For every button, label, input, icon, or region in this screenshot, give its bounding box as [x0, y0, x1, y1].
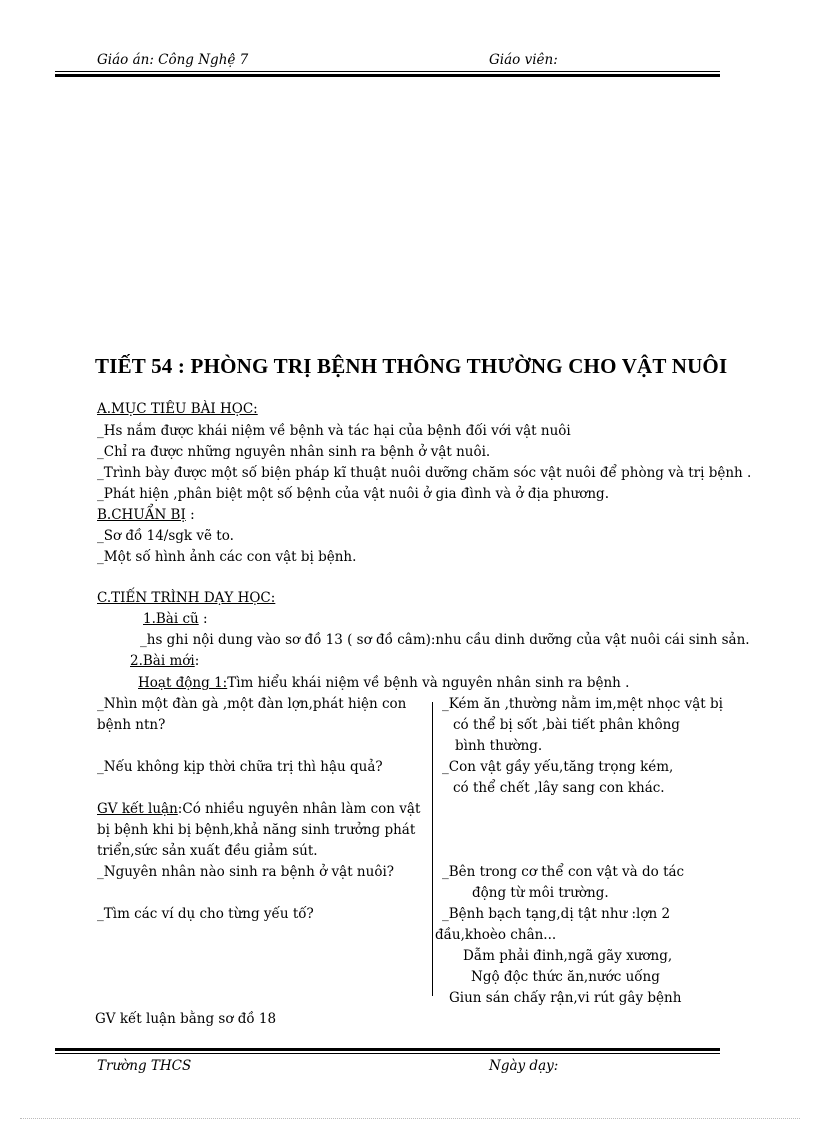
student-answer-cont: Dẫm phải đinh,ngã gãy xương,: [463, 948, 673, 964]
header-teacher: Giáo viên:: [489, 52, 558, 68]
objective-item: _Hs nắm được khái niệm về bệnh và tác hại của bệnh đối với vật nuôi: [97, 423, 571, 439]
section-a-heading: A.MỤC TIÊU BÀI HỌC:: [97, 401, 258, 417]
student-answer: _Bệnh bạch tạng,dị tật như :lợn 2: [442, 906, 671, 922]
footer-rule-thick: [55, 1048, 720, 1051]
header-rule-thick: [55, 74, 720, 77]
new-lesson-heading: [130, 653, 199, 669]
gv-conclusion-text: Có nhiều nguyên nhân làm con vật: [182, 801, 421, 817]
student-answer-cont: bình thường.: [455, 738, 543, 754]
gv-conclusion-line: [97, 801, 420, 817]
teacher-question: _Nguyên nhân nào sinh ra bệnh ở vật nuôi?: [97, 864, 394, 880]
student-answer: _Kém ăn ,thường nằm im,mệt nhọc vật bị: [442, 696, 723, 712]
student-answer-cont: Giun sán chấy rận,vi rút gây bệnh: [449, 990, 682, 1006]
footer-rule-thin: [55, 1053, 720, 1054]
new-lesson-suffix: :: [194, 653, 200, 669]
page-bottom-dotted-line: [20, 1118, 800, 1119]
teacher-question: _Nhìn một đàn gà ,một đàn lợn,phát hiện con: [97, 696, 407, 712]
activity-text: Tìm hiểu khái niệm về bệnh và nguyên nhân sinh ra bệnh .: [227, 675, 630, 691]
section-c-heading: C.TIẾN TRÌNH DẠY HỌC:: [97, 590, 276, 606]
page-footer: [97, 1058, 717, 1074]
student-answer: _Con vật gầy yếu,tăng trọng kém,: [442, 759, 674, 775]
old-lesson-label: 1.Bài cũ: [143, 611, 199, 627]
teacher-question: _Tìm các ví dụ cho từng yếu tố?: [97, 906, 314, 922]
new-lesson-label: 2.Bài mới: [130, 653, 195, 669]
prep-item: _Một số hình ảnh các con vật bị bệnh.: [97, 549, 357, 565]
section-b-suffix: :: [185, 507, 195, 523]
header-rule-thin: [55, 71, 720, 72]
objective-item: _Trình bày được một số biện pháp kĩ thuật nuôi dưỡng chăm sóc vật nuôi để phòng và trị bệnh .: [97, 465, 752, 481]
objective-item: _Phát hiện ,phân biệt một số bệnh của vật nuôi ở gia đình và ở địa phương.: [97, 486, 609, 502]
gv-colon: :: [177, 801, 183, 817]
page-header: [97, 52, 717, 68]
gv-conclusion-label: GV kết luận: [97, 801, 178, 817]
student-answer-cont: Ngộ độc thức ăn,nước uống: [471, 969, 660, 985]
student-answer-cont: có thể bị sốt ,bài tiết phân không: [453, 717, 680, 733]
student-answer-cont: có thể chết ,lây sang con khác.: [453, 780, 665, 796]
section-b-heading: B.CHUẨN BỊ: [97, 507, 186, 523]
header-subject: Giáo án: Công Nghệ 7: [97, 52, 249, 68]
activity-label: Hoạt động 1:: [138, 675, 228, 691]
old-lesson-text: _hs ghi nội dung vào sơ đồ 13 ( sơ đồ câm):nhu cầu dinh dưỡng của vật nuôi cái sinh sản.: [140, 632, 750, 648]
gv-conclusion-cont: triển,sức sản xuất đều giảm sút.: [97, 843, 318, 859]
prep-item: _Sơ đồ 14/sgk vẽ to.: [97, 528, 234, 544]
student-answer-cont: động từ môi trường.: [472, 885, 609, 901]
teacher-question-cont: bệnh ntn?: [97, 717, 166, 733]
activity-heading: [138, 675, 629, 691]
lesson-title: TIẾT 54 : PHÒNG TRỊ BỆNH THÔNG THƯỜNG CHO VẬT NUÔI: [95, 354, 728, 378]
student-answer: _Bên trong cơ thể con vật và do tác: [442, 864, 685, 880]
footer-date: Ngày dạy:: [489, 1058, 559, 1074]
section-b-heading-line: [97, 507, 195, 523]
teacher-question: _Nếu không kịp thời chữa trị thì hậu quả?: [97, 759, 383, 775]
old-lesson-heading: [143, 611, 208, 627]
objective-item: _Chỉ ra được những nguyên nhân sinh ra bệnh ở vật nuôi.: [97, 444, 491, 460]
footer-school: Trường THCS: [97, 1058, 192, 1074]
column-divider: [432, 702, 433, 996]
old-lesson-suffix: :: [198, 611, 208, 627]
final-conclusion: GV kết luận bằng sơ đồ 18: [95, 1011, 277, 1027]
gv-conclusion-cont: bị bệnh khi bị bệnh,khả năng sinh trưởng phát: [97, 822, 416, 838]
student-answer-cont: đầu,khoèo chân...: [435, 927, 557, 943]
